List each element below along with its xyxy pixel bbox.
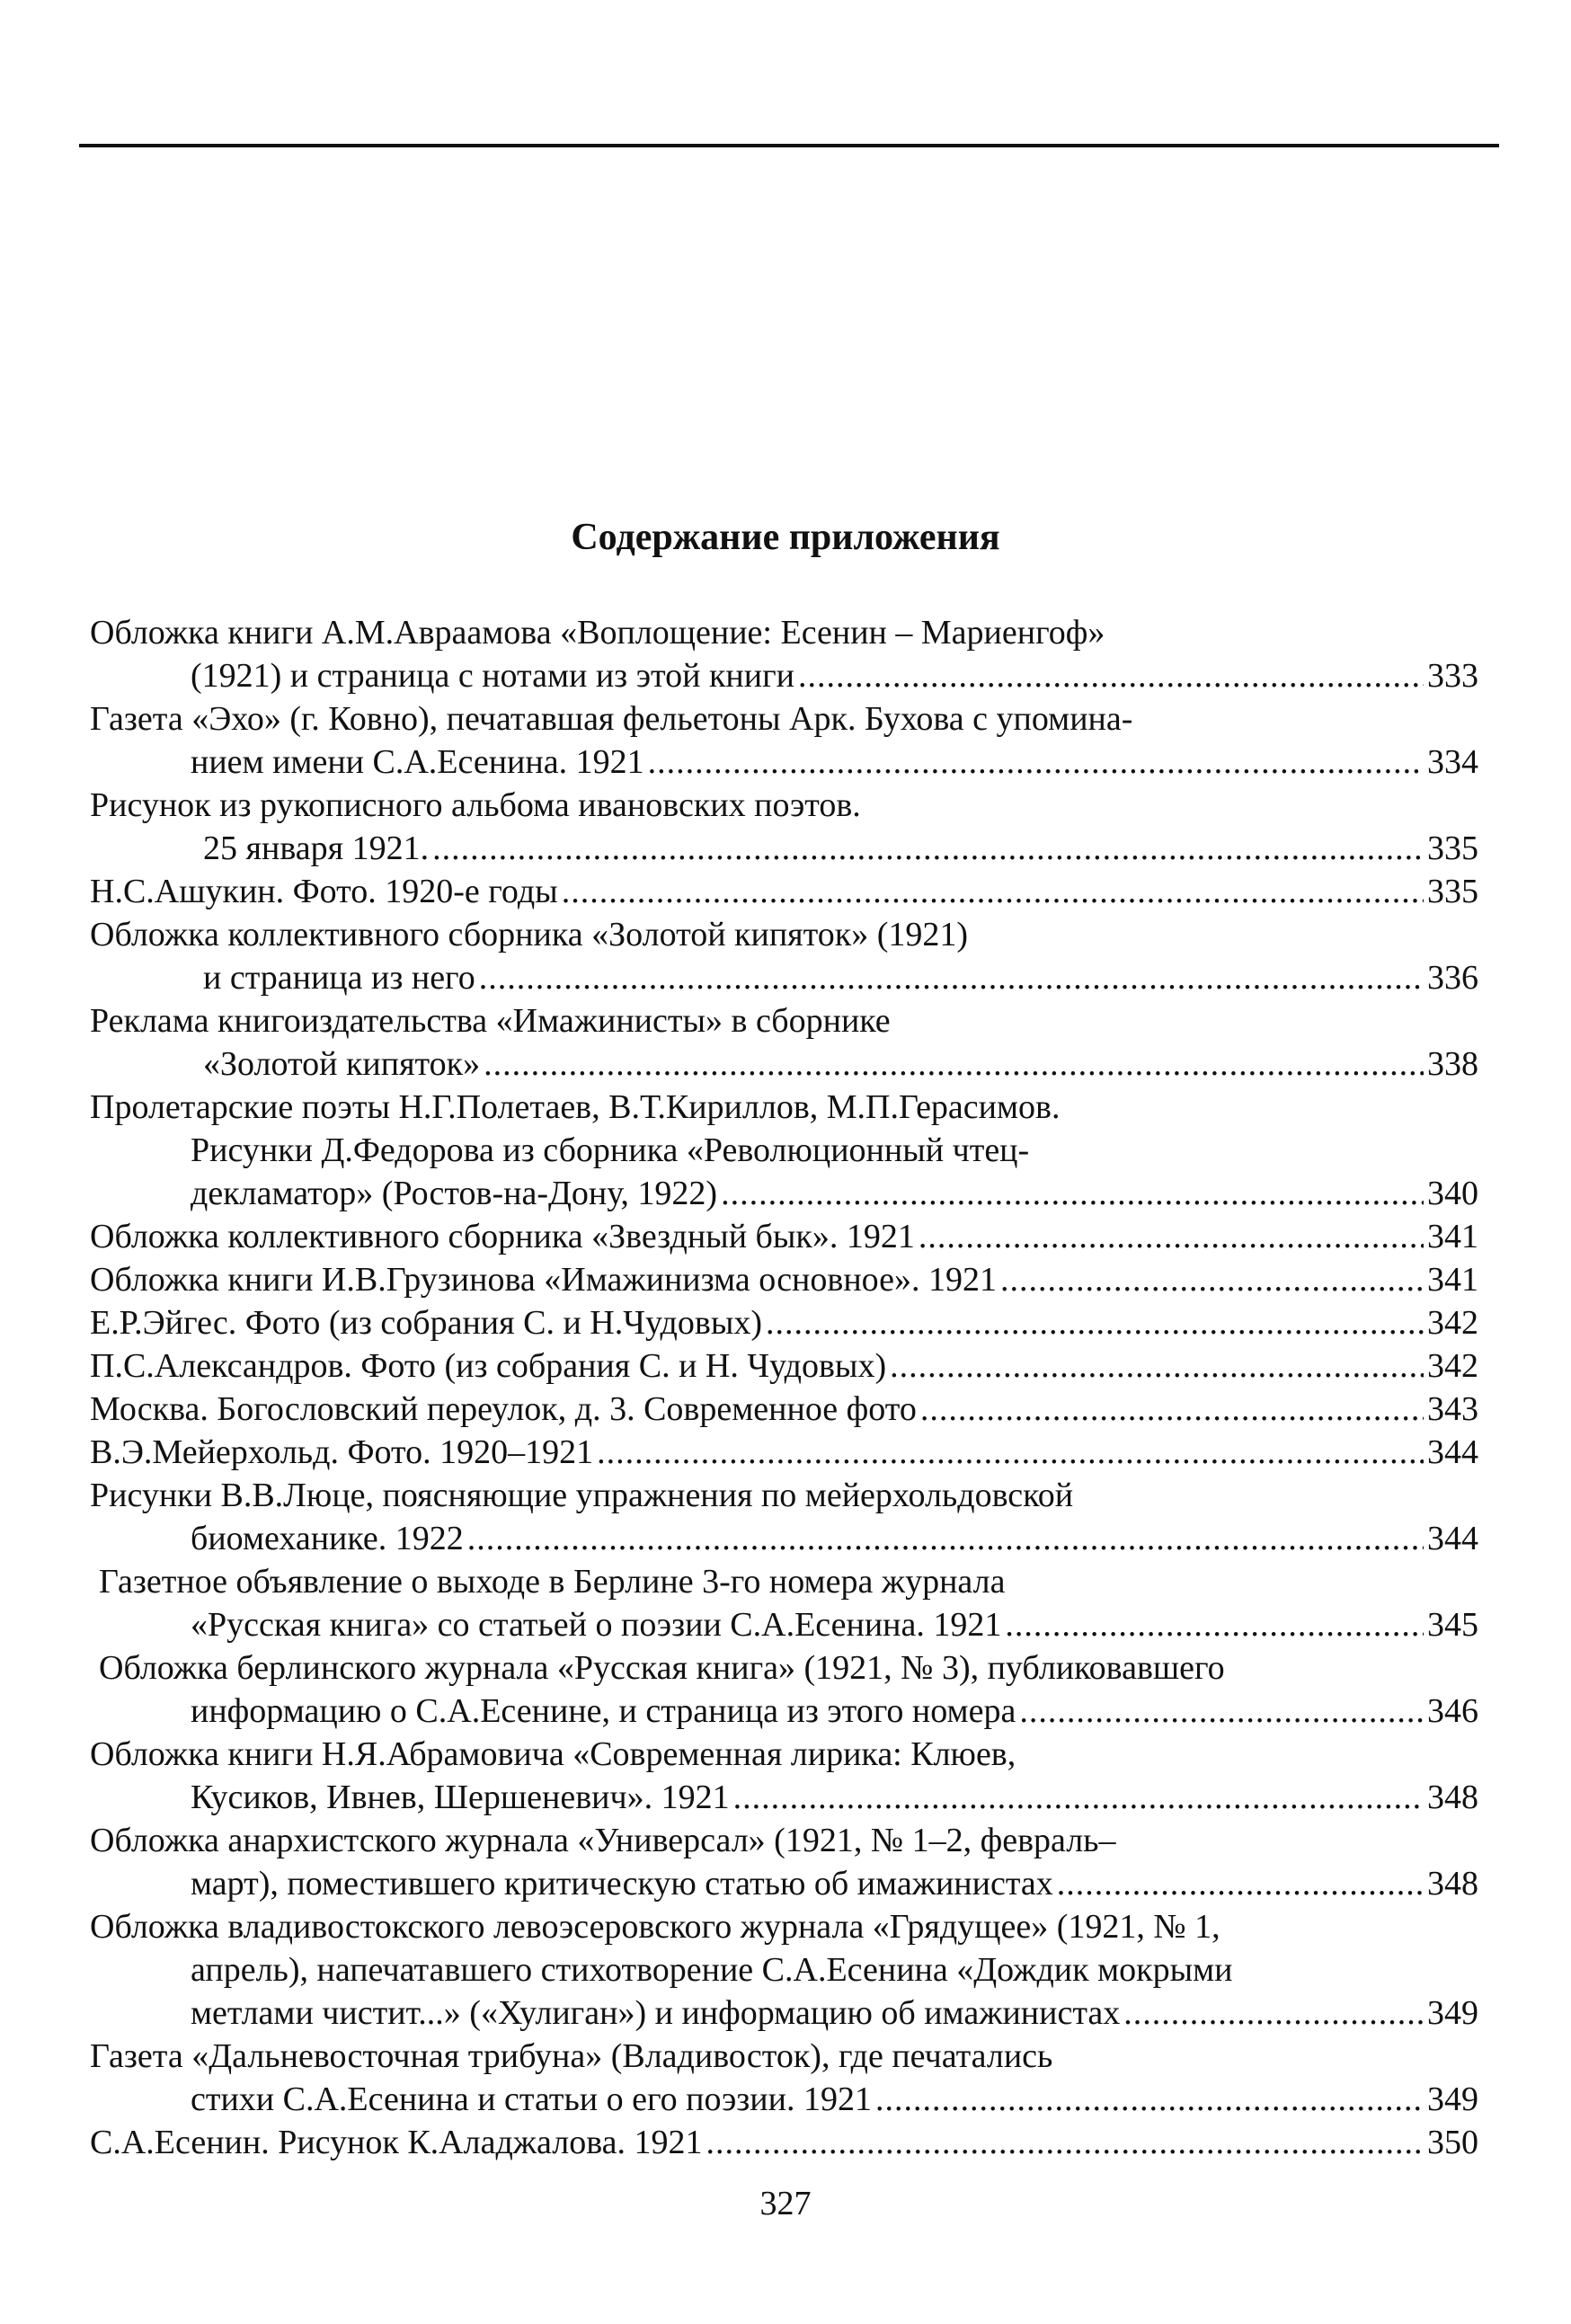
toc-entry-page: 340	[1427, 1175, 1478, 1212]
dot-leader	[890, 1344, 1424, 1388]
toc-entry-text: Обложка книги Н.Я.Абрамовича «Современная лирика: Клюев,	[90, 1735, 1016, 1773]
toc-entry-page: 344	[1427, 1520, 1478, 1557]
toc-entry-text: Газетное объявление о выходе в Берлине 3-го номера журнала	[99, 1563, 1006, 1601]
toc-entry-text: Газета «Эхо» (г. Ковно), печатавшая фельетоны Арк. Бухова с упомина-	[90, 700, 1133, 738]
toc-entry	[90, 1560, 1478, 1646]
toc-entry-text: Газета «Дальневосточная трибуна» (Владивосток), где печатались	[90, 2037, 1053, 2075]
dot-leader	[1019, 1690, 1424, 1733]
toc-entry-page: 350	[1427, 2124, 1478, 2161]
toc-entry	[90, 611, 1478, 697]
dot-leader	[721, 1172, 1424, 1215]
toc-entry	[90, 1258, 1478, 1301]
dot-leader	[562, 870, 1424, 913]
toc-entry-text: Рисунки Д.Федорова из сборника «Революционный чтец-	[191, 1131, 1030, 1169]
dot-leader	[920, 1388, 1424, 1431]
toc-entry-text: Обложка книги И.В.Грузинова «Имажинизма основное». 1921	[90, 1261, 998, 1299]
dot-leader	[648, 741, 1424, 784]
toc-entry-text: Обложка владивостокского левоэсеровского журнала «Грядущее» (1921, № 1,	[90, 1908, 1220, 1946]
toc-entry-text: С.А.Есенин. Рисунок К.Аладжалова. 1921	[90, 2124, 703, 2161]
toc-entry-text: Кусиков, Ивнев, Шершеневич». 1921	[191, 1778, 730, 1816]
toc-entry	[90, 1215, 1478, 1258]
toc-entry-page: 335	[1427, 829, 1478, 867]
toc-entry	[90, 1646, 1478, 1733]
dot-leader	[479, 956, 1424, 999]
toc-entry-text: биомеханике. 1922	[191, 1520, 464, 1557]
toc-entry-page: 349	[1427, 1994, 1478, 2032]
dot-leader	[1000, 1258, 1424, 1301]
toc-entry	[90, 1388, 1478, 1431]
toc-entry	[90, 1301, 1478, 1344]
toc-entry-page: 341	[1427, 1261, 1478, 1299]
dot-leader	[467, 1517, 1424, 1560]
header-rule	[79, 144, 1499, 147]
toc-entry	[90, 1905, 1478, 2035]
toc-entry-page: 348	[1427, 1865, 1478, 1903]
toc-entry-page: 346	[1427, 1692, 1478, 1730]
dot-leader	[919, 1215, 1424, 1258]
toc-entry-text: «Золотой кипяток»	[203, 1045, 481, 1083]
toc-entry	[90, 1819, 1478, 1905]
toc-entry-text: П.С.Александров. Фото (из собрания С. и Н. Чудовых)	[90, 1347, 887, 1385]
toc-entry-text: Н.С.Ашукин. Фото. 1920-е годы	[90, 873, 558, 910]
toc-entry-page: 335	[1427, 873, 1478, 910]
toc-entry-text: Пролетарские поэты Н.Г.Полетаев, В.Т.Кириллов, М.П.Герасимов.	[90, 1088, 1061, 1126]
dot-leader	[766, 1301, 1424, 1344]
toc-entry-text: Обложка анархистского журнала «Универсал» (1921, № 1–2, февраль–	[90, 1822, 1116, 1859]
toc-entry-text: Обложка берлинского журнала «Русская книга» (1921, № 3), публиковавшего	[99, 1649, 1225, 1687]
toc-entry	[90, 1086, 1478, 1215]
toc-entry-page: 344	[1427, 1433, 1478, 1471]
toc-entry	[90, 1733, 1478, 1819]
toc-entry-text: Рисунки В.В.Люце, поясняющие упражнения по мейерхольдовской	[90, 1477, 1074, 1514]
dot-leader	[597, 1431, 1424, 1474]
toc-entry-text: Москва. Богословский переулок, д. 3. Современное фото	[90, 1390, 917, 1428]
toc-entry-page: 345	[1427, 1606, 1478, 1644]
dot-leader	[432, 827, 1424, 870]
toc-entry-text: и страница из него	[203, 959, 475, 997]
toc-entry-text: «Русская книга» со статьей о поэзии С.А.Есенина. 1921	[191, 1606, 1002, 1644]
toc-entry-page: 336	[1427, 959, 1478, 997]
toc-entry	[90, 1344, 1478, 1388]
toc-entry	[90, 1431, 1478, 1474]
dot-leader	[798, 654, 1424, 697]
toc-entry-page: 333	[1427, 657, 1478, 695]
toc-entry-text: Обложка коллективного сборника «Звездный бык». 1921	[90, 1218, 915, 1255]
toc-entry-text: Обложка книги А.М.Авраамова «Воплощение: Есенин – Мариенгоф»	[90, 614, 1105, 652]
dot-leader	[706, 2121, 1424, 2164]
toc-entry-text: (1921) и страница с нотами из этой книги	[191, 657, 794, 695]
toc-entry-page: 348	[1427, 1778, 1478, 1816]
dot-leader	[1005, 1603, 1424, 1646]
dot-leader	[733, 1776, 1424, 1819]
page-title: Содержание приложения	[571, 517, 1000, 558]
toc-entry-page: 349	[1427, 2080, 1478, 2118]
dot-leader	[1057, 1862, 1424, 1905]
toc-entry-text: нием имени С.А.Есенина. 1921	[191, 743, 644, 781]
toc-entry-text: Е.Р.Эйгес. Фото (из собрания С. и Н.Чудовых)	[90, 1304, 763, 1342]
toc-entry-text: Рисунок из рукописного альбома ивановских поэтов.	[90, 786, 861, 824]
toc-entry-text: апрель), напечатавшего стихотворение С.А.Есенина «Дождик мокрыми	[191, 1951, 1233, 1989]
toc-entry-text: информацию о С.А.Есенине, и страница из этого номера	[191, 1692, 1016, 1730]
page-number: 327	[759, 2185, 812, 2222]
toc-entry	[90, 870, 1478, 913]
toc-entry	[90, 2121, 1478, 2164]
toc-entry-text: декламатор» (Ростов-на-Дону, 1922)	[191, 1175, 718, 1212]
toc-entry-page: 343	[1427, 1390, 1478, 1428]
toc-entry	[90, 2035, 1478, 2121]
dot-leader	[875, 2078, 1424, 2121]
toc-entry-text: стихи С.А.Есенина и статьи о его поэзии. 1921	[191, 2080, 872, 2118]
toc-entry-page: 338	[1427, 1045, 1478, 1083]
toc-entry-page: 342	[1427, 1304, 1478, 1342]
toc-entry	[90, 784, 1478, 870]
toc-entry-page: 334	[1427, 743, 1478, 781]
toc-entry-text: В.Э.Мейерхольд. Фото. 1920–1921	[90, 1433, 594, 1471]
toc-entry	[90, 697, 1478, 784]
toc-entry-text: 25 января 1921.	[203, 829, 430, 867]
toc-entry-text: Обложка коллективного сборника «Золотой кипяток» (1921)	[90, 916, 969, 954]
table-of-contents	[90, 611, 1478, 2164]
dot-leader	[484, 1042, 1424, 1086]
toc-entry-page: 342	[1427, 1347, 1478, 1385]
toc-entry-text: метлами чистит...» («Хулиган») и информацию об имажинистах	[191, 1994, 1121, 2032]
dot-leader	[1123, 1991, 1424, 2035]
toc-entry-text: март), поместившего критическую статью об имажинистах	[191, 1865, 1053, 1903]
toc-entry	[90, 913, 1478, 999]
toc-entry-text: Реклама книгоиздательства «Имажинисты» в сборнике	[90, 1002, 891, 1040]
toc-entry	[90, 999, 1478, 1086]
toc-entry	[90, 1474, 1478, 1560]
toc-entry-page: 341	[1427, 1218, 1478, 1255]
